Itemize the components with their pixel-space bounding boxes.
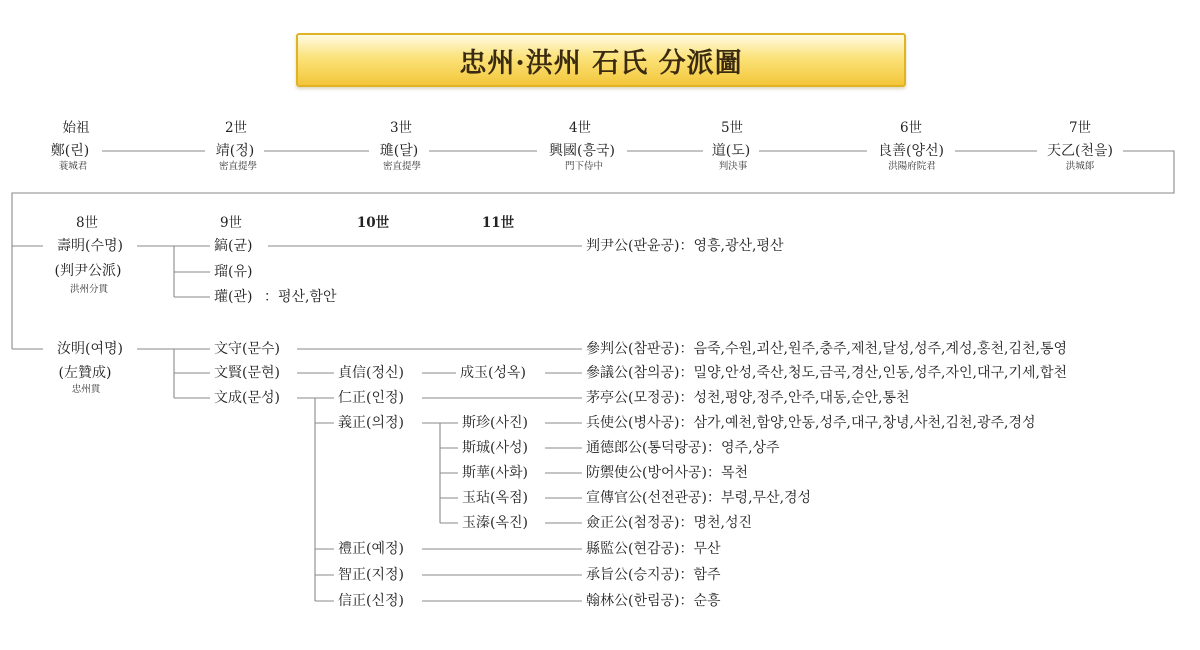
region-list: ：영흥,광산,평산 xyxy=(679,238,784,254)
branch-name: 翰林公(한림공) xyxy=(586,593,680,609)
person-node: 斯華(사화) xyxy=(462,465,528,481)
branch-name: 參議公(참의공) xyxy=(586,365,680,381)
branch-name: 茅亭公(모정공) xyxy=(586,390,680,406)
branch-row-hallim xyxy=(586,593,721,609)
person-node: 禮正(예정) xyxy=(338,541,404,557)
person-node: 璡(달) xyxy=(379,143,419,159)
person-node: 義正(의정) xyxy=(338,415,404,431)
person-node: 斯珍(사진) xyxy=(462,415,528,431)
region-list: ：삼가,예천,함양,안동,성주,대구,창녕,사천,김천,광주,경성 xyxy=(679,415,1036,431)
person-node: 壽明(수명) xyxy=(57,238,123,254)
page-title: 忠州·洪州 石氏 分派圖 xyxy=(459,47,743,79)
gen-label-2: 2世 xyxy=(224,120,248,136)
person-node: 天乙(천을) xyxy=(1047,143,1113,159)
branch-name: 縣監公(현감공) xyxy=(586,541,680,557)
gen-label-3: 3世 xyxy=(389,120,413,136)
gen-label-4: 4世 xyxy=(568,120,592,136)
person-title: 洪州分貫 xyxy=(69,284,109,295)
branch-subtitle: (左贊成) xyxy=(58,365,112,381)
branch-row-cheomjeong xyxy=(586,515,752,531)
person-node: 文賢(문현) xyxy=(214,365,280,381)
region-list: ：밀양,안성,죽산,청도,금곡,경산,인동,성주,자인,대구,기세,합천 xyxy=(679,365,1068,381)
person-node: 玉玷(옥점) xyxy=(462,490,528,506)
region-list: ：평산,함안 xyxy=(264,289,337,305)
person-node: 良善(양선) xyxy=(878,143,944,159)
person-title: 密直提學 xyxy=(218,161,258,172)
person-title: 判決事 xyxy=(718,161,748,172)
branch-row-seonjeongwan xyxy=(586,490,811,506)
person-title: 密直提學 xyxy=(382,161,422,172)
person-node: 信正(신정) xyxy=(338,593,404,609)
region-list: ：성천,평양,정주,안주,대동,순안,통천 xyxy=(679,390,910,406)
person-title: 洪城郞 xyxy=(1065,161,1095,172)
person-node: 汝明(여명) xyxy=(57,341,123,357)
branch-row-chamui xyxy=(586,365,1067,381)
person-node: 仁正(인정) xyxy=(338,390,404,406)
person-node: 成玉(성옥) xyxy=(460,365,526,381)
person-title: 蓑城君 xyxy=(58,161,88,172)
branch-name: 判尹公(판윤공) xyxy=(586,238,680,254)
branch-row-mojeong xyxy=(586,390,910,406)
region-list: ：순흥 xyxy=(679,593,721,609)
person-title: 門下侍中 xyxy=(564,161,604,172)
gen-label-7: 7世 xyxy=(1068,120,1092,136)
region-list: ：영주,상주 xyxy=(707,440,780,456)
branch-name: 宣傳官公(선전관공) xyxy=(586,490,708,506)
gen-label-10: 10世 xyxy=(356,215,390,231)
region-list: ：무산 xyxy=(679,541,721,557)
branch-row-tongdeokrang xyxy=(586,440,780,456)
person-node: 興國(흥국) xyxy=(549,143,615,159)
person-node: 玉溱(옥진) xyxy=(462,515,528,531)
branch-name: 防禦使公(방어사공) xyxy=(586,465,708,481)
region-list: ：함주 xyxy=(679,567,721,583)
branch-row-hyeongam xyxy=(586,541,721,557)
branch-row-champan xyxy=(586,341,1067,357)
person-node: 鄭(린) xyxy=(50,143,90,159)
branch-name: 兵使公(병사공) xyxy=(586,415,680,431)
person-node: 斯珹(사성) xyxy=(462,440,528,456)
person-node: 鎬(균) xyxy=(214,238,253,254)
branch-name: 通德郎公(통덕랑공) xyxy=(586,440,708,456)
person-node: 瓘(관) xyxy=(214,289,253,305)
branch-row-seungji xyxy=(586,567,721,583)
gen-label-5: 5世 xyxy=(720,120,744,136)
gen-label-8: 8世 xyxy=(75,215,99,231)
person-node: 靖(정) xyxy=(215,143,255,159)
person-node: 文守(문수) xyxy=(214,341,280,357)
gen-label-6: 6世 xyxy=(899,120,923,136)
person-node: 智正(지정) xyxy=(338,567,404,583)
person-node: 文成(문성) xyxy=(214,390,280,406)
branch-name: 僉正公(첨정공) xyxy=(586,515,680,531)
branch-subtitle: (判尹公派) xyxy=(54,263,122,279)
person-node: 貞信(정신) xyxy=(338,365,404,381)
person-node: 道(도) xyxy=(711,143,751,159)
region-list: ：명천,성진 xyxy=(679,515,753,531)
branch-row-bangeosa xyxy=(586,465,748,481)
gen-label-11: 11世 xyxy=(481,215,515,231)
gen-label-9: 9世 xyxy=(219,215,243,231)
branch-row-byeongsa xyxy=(586,415,1036,431)
branch-row-panyun xyxy=(586,238,784,254)
person-title: 忠州貫 xyxy=(71,384,101,395)
region-list: ：목천 xyxy=(707,465,749,481)
branch-name: 承旨公(승지공) xyxy=(586,567,680,583)
region-list: ：음죽,수원,괴산,원주,충주,제천,달성,성주,계성,홍천,김천,통영 xyxy=(679,341,1068,357)
branch-name: 參判公(참판공) xyxy=(586,341,680,357)
gen-label-founder: 始祖 xyxy=(62,120,90,136)
person-node: 瑠(유) xyxy=(214,264,253,280)
region-list: ：부령,무산,경성 xyxy=(707,490,812,506)
person-title: 洪陽府院君 xyxy=(888,161,936,172)
